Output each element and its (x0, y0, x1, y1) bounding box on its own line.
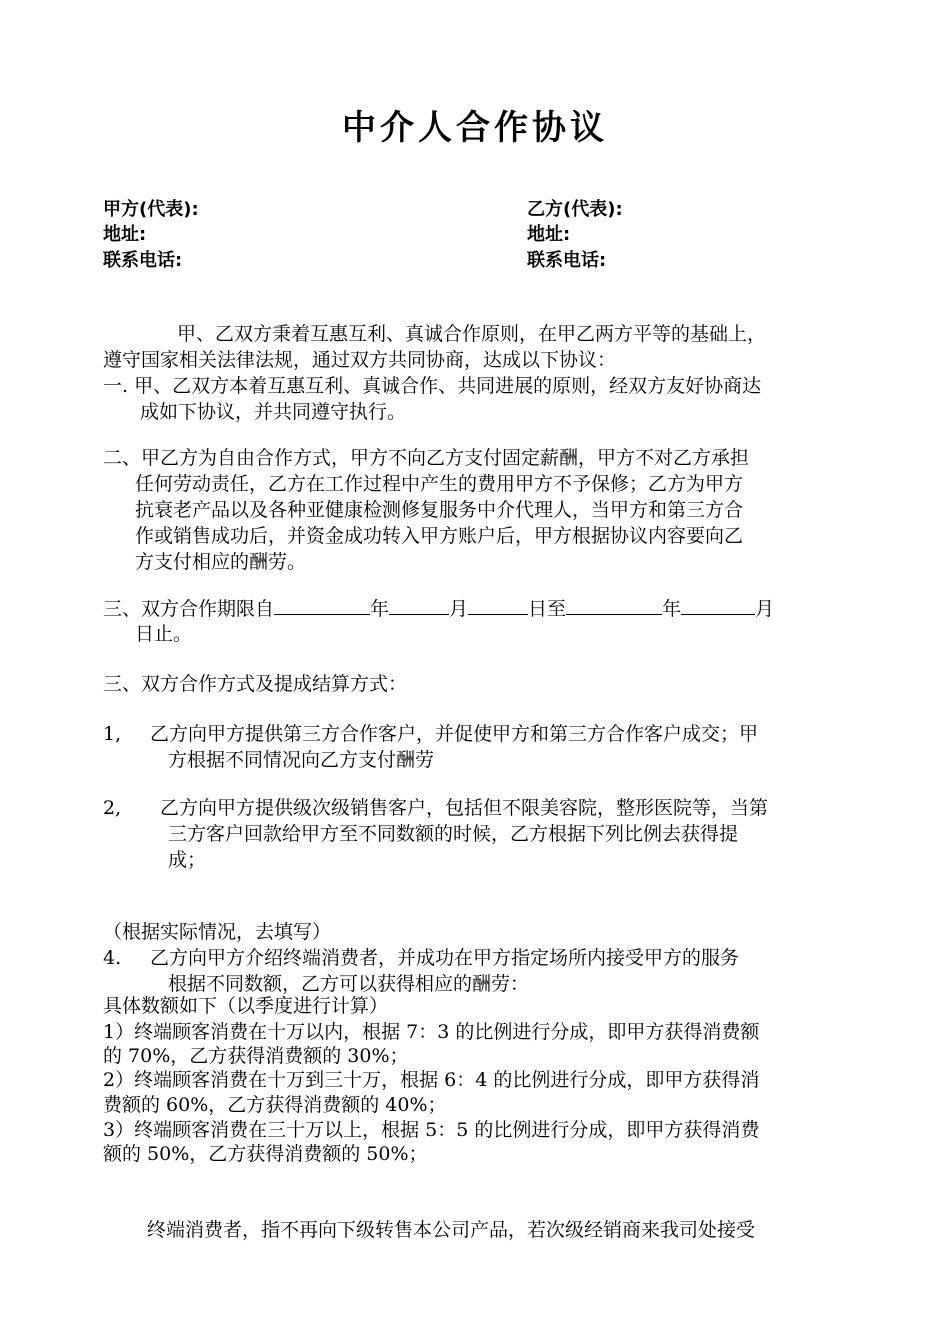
tier-1-line-2: 的 70%，乙方获得消费额的 30%； (103, 1045, 409, 1067)
clause-4-heading: 三、双方合作方式及提成结算方式： (103, 673, 408, 695)
party-b-phone-label: 联系电话: (527, 250, 607, 271)
footer-line: 终端消费者，指不再向下级转售本公司产品，若次级经销商来我司处接受 (147, 1219, 756, 1241)
item-1-line-2: 方根据不同情况向乙方支付酬劳 (168, 749, 435, 771)
tier-1-line-1: 1）终端顾客消费在十万以内，根据 7：3 的比例进行分成，即甲方获得消费额 (103, 1021, 760, 1043)
amount-heading: 具体数额如下（以季度进行计算） (103, 995, 389, 1017)
clause-2-line-5: 方支付相应的酬劳。 (135, 551, 307, 573)
item-2-line-3: 成； (168, 849, 207, 871)
start-month-label: 月 (449, 598, 469, 620)
start-year-blank[interactable] (274, 596, 370, 615)
fill-note: （根据实际情况，去填写） (103, 921, 332, 943)
tier-3-line-1: 3）终端顾客消费在三十万以上，根据 5：5 的比例进行分成，即甲方获得消费 (103, 1119, 760, 1141)
clause-3-prefix: 三、双方合作期限自 (103, 598, 275, 620)
item-2-number: 2, (103, 797, 122, 819)
start-year-label: 年 (370, 598, 390, 620)
item-4-number: 4. (103, 947, 122, 969)
item-1-number: 1, (103, 723, 122, 745)
clause-1-line-2: 成如下协议，并共同遵守执行。 (140, 401, 407, 423)
start-day-blank[interactable] (468, 596, 528, 615)
end-year-label: 年 (662, 598, 682, 620)
document-title: 中介人合作协议 (342, 108, 608, 148)
party-a-phone-label: 联系电话: (103, 250, 183, 271)
end-year-blank[interactable] (566, 596, 662, 615)
party-b-address-label: 地址: (527, 224, 571, 245)
start-day-label: 日至 (528, 598, 567, 620)
tier-3-line-2: 额的 50%，乙方获得消费额的 50%； (103, 1143, 428, 1165)
party-a-address-label: 地址: (103, 224, 147, 245)
clause-1-line-1: 一. 甲、乙双方本着互惠互利、真诚合作、共同进展的原则，经双方友好协商达 (103, 375, 762, 397)
item-2-line-1: 乙方向甲方提供级次级销售客户，包括但不限美容院，整形医院等，当第 (160, 797, 769, 819)
party-a-rep-label: 甲方(代表): (103, 199, 199, 220)
clause-3-line-2: 日止。 (135, 623, 193, 645)
end-month-label: 月 (755, 598, 775, 620)
end-month-blank[interactable] (681, 596, 755, 615)
tier-2-line-2: 费额的 60%，乙方获得消费额的 40%； (103, 1094, 447, 1116)
intro-line-1: 甲、乙双方秉着互惠互利、真诚合作原则，在甲乙两方平等的基础上， (177, 323, 767, 345)
clause-2-line-2: 任何劳动责任，乙方在工作过程中产生的费用甲方不予保修；乙方为甲方 (135, 473, 744, 495)
item-4-line-1: 乙方向甲方介绍终端消费者，并成功在甲方指定场所内接受甲方的服务 (150, 947, 740, 969)
party-b-rep-label: 乙方(代表): (527, 199, 623, 220)
clause-2-line-4: 作或销售成功后，并资金成功转入甲方账户后，甲方根据协议内容要向乙 (135, 525, 744, 547)
clause-2-line-3: 抗衰老产品以及各种亚健康检测修复服务中介代理人，当甲方和第三方合 (135, 499, 744, 521)
intro-line-2: 遵守国家相关法律法规，通过双方共同协商，达成以下协议： (103, 349, 617, 371)
item-2-line-2: 三方客户回款给甲方至不同数额的时候，乙方根据下列比例去获得提 (168, 823, 739, 845)
clause-3-line-1 (103, 596, 774, 621)
start-month-blank[interactable] (389, 596, 449, 615)
tier-2-line-1: 2）终端顾客消费在十万到三十万，根据 6：4 的比例进行分成，即甲方获得消 (103, 1069, 760, 1091)
item-4-line-2: 根据不同数额，乙方可以获得相应的酬劳： (168, 973, 530, 995)
item-1-line-1: 乙方向甲方提供第三方合作客户，并促使甲方和第三方合作客户成交；甲 (150, 723, 759, 745)
clause-2-line-1: 二、甲乙方为自由合作方式，甲方不向乙方支付固定薪酬，甲方不对乙方承担 (103, 447, 750, 469)
